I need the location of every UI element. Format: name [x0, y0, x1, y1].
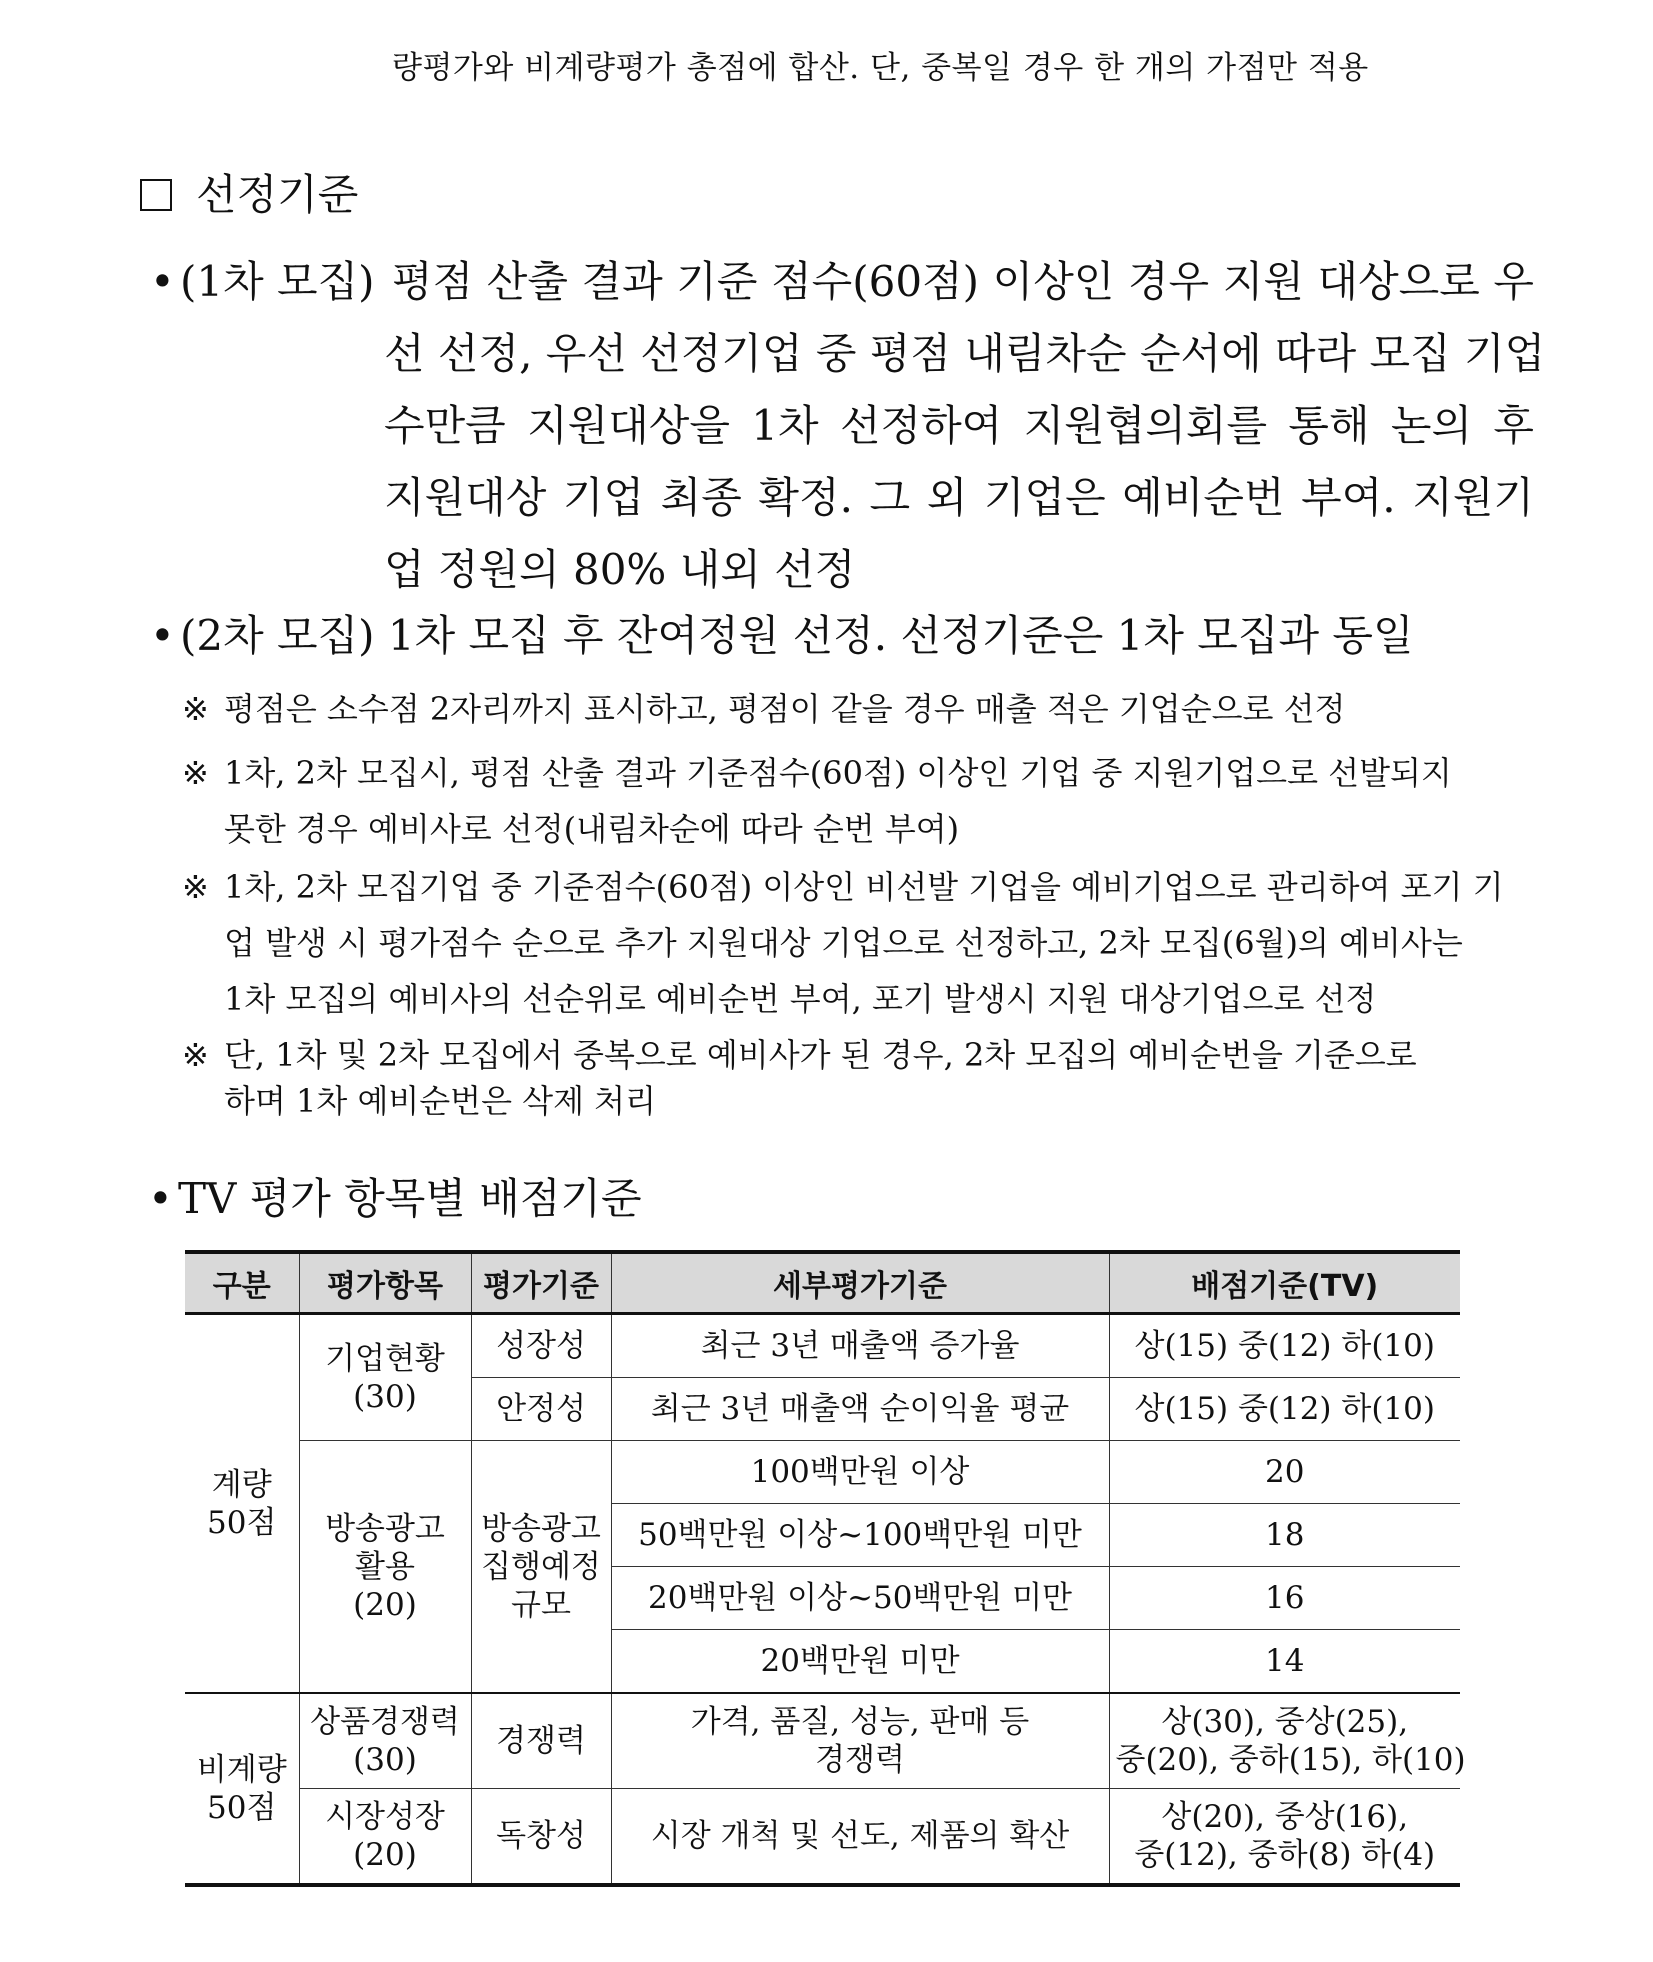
header-eval-item: 평가항목 [299, 1252, 471, 1314]
group-quantitative: 계량 50점 [185, 1314, 299, 1694]
note-1-line-1: 평점은 소수점 2자리까지 표시하고, 평점이 같을 경우 매출 적은 기업순으로 선정 [224, 690, 1346, 728]
note-4 [182, 1032, 1417, 1078]
bullet1-line-4: 지원대상 기업 최종 확정. 그 외 기업은 예비순번 부여. 지원기 [384, 473, 1534, 522]
table-row [185, 1314, 1460, 1378]
bullet-dot-icon: • [150, 257, 175, 306]
bullet1-first-line [150, 246, 375, 318]
note-mark-icon: ※ [182, 1036, 209, 1074]
table-row [185, 1693, 1460, 1789]
bullet1-line-3: 수만큼 지원대상을 1차 선정하여 지원협의회를 통해 논의 후 [384, 401, 1534, 450]
note-3-line-1: 1차, 2차 모집기업 중 기준점수(60점) 이상인 비선발 기업을 예비기업으로 관리하여 포기 기 [224, 868, 1504, 906]
table-row [185, 1441, 1460, 1504]
note-mark-icon: ※ [182, 754, 209, 792]
detail-cell: 20백만원 이상~50백만원 미만 [611, 1567, 1109, 1630]
note-mark-icon: ※ [182, 868, 209, 906]
bullet2 [150, 600, 1414, 672]
detail-cell: 50백만원 이상~100백만원 미만 [611, 1504, 1109, 1567]
bullet1-line-2: 선 선정, 우선 선정기업 중 평점 내림차순 순서에 따라 모집 기업 [384, 329, 1546, 378]
note-3-line-3: 1차 모집의 예비사의 선순위로 예비순번 부여, 포기 발생시 지원 대상기업으로 선정 [224, 980, 1377, 1018]
note-1 [182, 686, 1345, 732]
checkbox-square-icon [140, 179, 172, 211]
continuation-text: 량평가와 비계량평가 총점에 합산. 단, 중복일 경우 한 개의 가점만 적용 [392, 50, 1369, 86]
score-cell: 상(15) 중(12) 하(10) [1109, 1378, 1460, 1441]
criteria-broadcast-scale: 방송광고 집행예정 규모 [471, 1441, 611, 1694]
criteria-cell: 경쟁력 [471, 1693, 611, 1789]
item-company-status: 기업현황 (30) [299, 1314, 471, 1441]
score-cell: 상(30), 중상(25), 중(20), 중하(15), 하(10) [1109, 1693, 1460, 1789]
bullet1-line-5: 업 정원의 80% 내외 선정 [384, 545, 856, 594]
item-market-growth: 시장성장 (20) [299, 1789, 471, 1886]
item-product-competitiveness: 상품경쟁력 (30) [299, 1693, 471, 1789]
header-detail-criteria: 세부평가기준 [611, 1252, 1109, 1314]
note-2 [182, 750, 1452, 796]
score-cell: 상(20), 중상(16), 중(12), 중하(8) 하(4) [1109, 1789, 1460, 1886]
bullet2-text: (2차 모집) 1차 모집 후 잔여정원 선정. 선정기준은 1차 모집과 동일 [180, 611, 1414, 660]
section-title-text: 선정기준 [196, 170, 359, 219]
note-2-line-2: 못한 경우 예비사로 선정(내림차순에 따라 순번 부여) [224, 810, 960, 848]
table-title [148, 1166, 642, 1226]
item-broadcast-ad: 방송광고 활용 (20) [299, 1441, 471, 1694]
detail-cell: 20백만원 미만 [611, 1630, 1109, 1694]
bullet-dot-icon: • [148, 1174, 173, 1223]
bullet-dot-icon: • [150, 611, 175, 660]
group-qualitative: 비계량 50점 [185, 1693, 299, 1885]
section-title [140, 162, 358, 222]
header-category: 구분 [185, 1252, 299, 1314]
criteria-cell: 성장성 [471, 1314, 611, 1378]
note-mark-icon: ※ [182, 690, 209, 728]
criteria-cell: 독창성 [471, 1789, 611, 1886]
note-3-line-2: 업 발생 시 평가점수 순으로 추가 지원대상 기업으로 선정하고, 2차 모집(6월)의 예비사는 [224, 924, 1463, 962]
bullet1-label: (1차 모집) [180, 257, 375, 306]
table-title-text: TV 평가 항목별 배점기준 [178, 1174, 642, 1223]
note-4-line-1: 단, 1차 및 2차 모집에서 중복으로 예비사가 된 경우, 2차 모집의 예비순번을 기준으로 [224, 1036, 1417, 1074]
table-row [185, 1789, 1460, 1886]
score-cell: 14 [1109, 1630, 1460, 1694]
note-4-line-2: 하며 1차 예비순번은 삭제 처리 [224, 1082, 656, 1120]
score-cell: 18 [1109, 1504, 1460, 1567]
score-cell: 상(15) 중(12) 하(10) [1109, 1314, 1460, 1378]
score-cell: 16 [1109, 1567, 1460, 1630]
criteria-cell: 안정성 [471, 1378, 611, 1441]
header-eval-criteria: 평가기준 [471, 1252, 611, 1314]
detail-cell: 시장 개척 및 선도, 제품의 확산 [611, 1789, 1109, 1886]
scoring-table [185, 1250, 1466, 1887]
detail-cell: 최근 3년 매출액 순이익율 평균 [611, 1378, 1109, 1441]
header-score-criteria: 배점기준(TV) [1109, 1252, 1460, 1314]
note-3 [182, 864, 1503, 910]
detail-cell: 가격, 품질, 성능, 판매 등 경쟁력 [611, 1693, 1109, 1789]
bullet1-line-1: 평점 산출 결과 기준 점수(60점) 이상인 경우 지원 대상으로 우 [392, 257, 1534, 306]
detail-cell: 100백만원 이상 [611, 1441, 1109, 1504]
note-2-line-1: 1차, 2차 모집시, 평점 산출 결과 기준점수(60점) 이상인 기업 중 지원기업으로 선발되지 [224, 754, 1452, 792]
score-cell: 20 [1109, 1441, 1460, 1504]
table-header-row [185, 1252, 1460, 1314]
detail-cell: 최근 3년 매출액 증가율 [611, 1314, 1109, 1378]
